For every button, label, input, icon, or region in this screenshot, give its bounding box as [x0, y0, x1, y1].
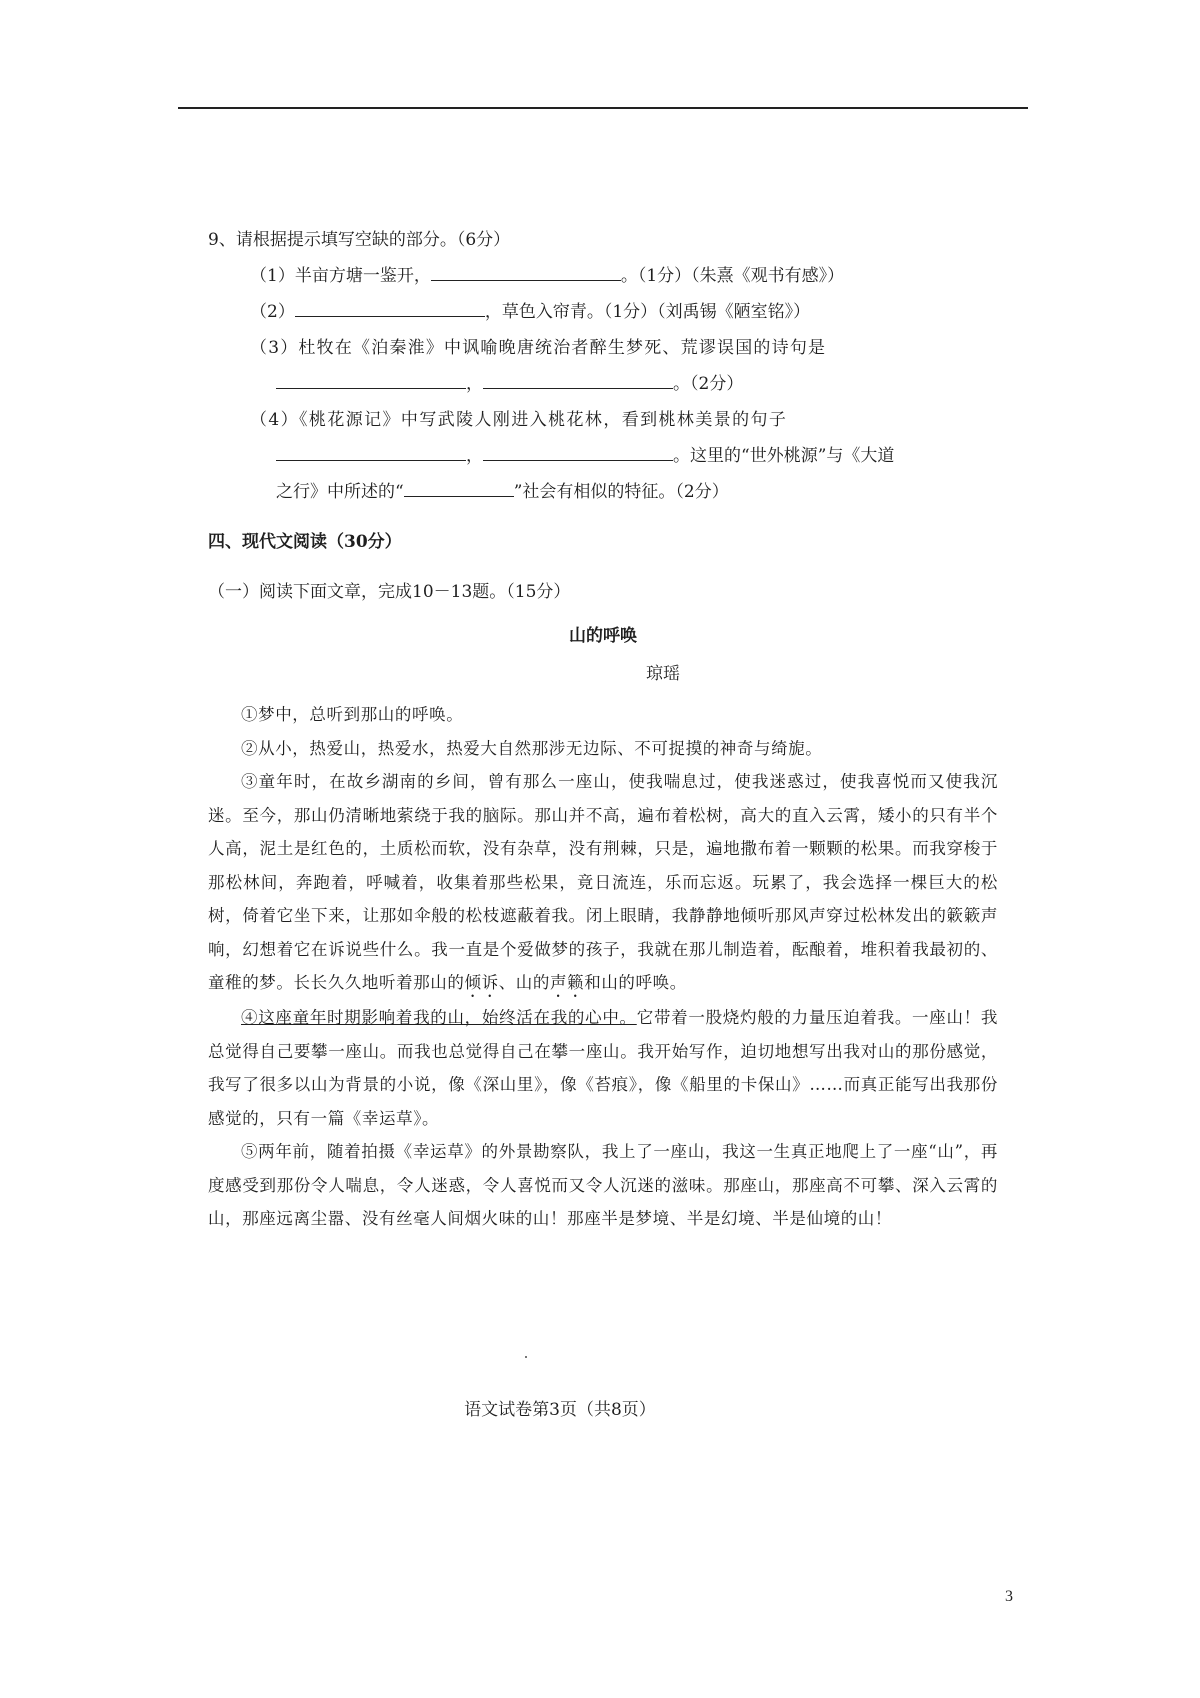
exam-content: [208, 222, 998, 1236]
header-rule: [178, 107, 1028, 109]
q9-item-1: （1）半亩方塘一鉴开， 。（1分）（朱熹《观书有感》）: [208, 258, 998, 294]
underlined-sentence: ④这座童年时期影响着我的山，始终活在我的心中。: [241, 1008, 637, 1027]
answer-blank: [431, 262, 621, 281]
essay-paragraph-4: ④这座童年时期影响着我的山，始终活在我的心中。它带着一股烧灼般的力量压迫着我。一座山！我总觉得自己要攀一座山。而我也总觉得自己在攀一座山。我开始写作，迫切地想写出我对山的那份感觉，我写了很多以山为背景的小说，像《深山里》，像《苔痕》，像《船里的卡保山》……而真正能写出我那份感觉的，只有一篇《幸运草》。: [208, 1008, 998, 1128]
page-footer: 语文试卷第3页（共8页）: [464, 1400, 656, 1420]
answer-blank: [276, 442, 466, 461]
answer-blank: [483, 442, 673, 461]
essay-title: 山的呼唤: [569, 626, 637, 646]
q9-stem: 9、请根据提示填写空缺的部分。（6分）: [208, 230, 511, 250]
q9-item-4-blanks: ， 。这里的“世外桃源”与《大道: [208, 438, 998, 474]
essay-paragraph-1: ①梦中，总听到那山的呼唤。: [241, 705, 464, 724]
answer-blank: [276, 370, 466, 389]
essay-paragraph-5: ⑤两年前，随着拍摄《幸运草》的外景勘察队，我上了一座山，我这一生真正地爬上了一座“山”，再度感受到那份令人喘息，令人迷惑，令人喜悦而又令人沉迷的滋味。那座山，那座高不可攀、深入云霄的山，那座远离尘嚣、没有丝毫人间烟火味的山！那座半是梦境、半是幻境、半是仙境的山！: [208, 1142, 998, 1228]
essay-paragraph-2: ②从小，热爱山，热爱水，热爱大自然那涉无边际、不可捉摸的神奇与绮旎。: [241, 738, 823, 758]
answer-blank: [483, 370, 673, 389]
essay-author: 琼瑶: [646, 664, 680, 684]
answer-blank: [295, 298, 485, 317]
part-heading: （一）阅读下面文章，完成10－13题。（15分）: [208, 582, 571, 602]
q9-item-4: （4）《桃花源记》中写武陵人刚进入桃花林，看到桃林美景的句子: [250, 410, 788, 430]
q9-item-3-blanks: ， 。（2分）: [208, 366, 998, 402]
essay-body: [208, 698, 998, 1236]
emphasized-word: 声籁: [550, 973, 585, 992]
section-heading: 四、现代文阅读（30分）: [208, 532, 402, 552]
q9-item-4-cont: 之行》中所述的“ ”社会有相似的特征。（2分）: [208, 474, 998, 510]
scan-speck: [525, 1356, 527, 1358]
q9-item-3: （3）杜牧在《泊秦淮》中讽喻晚唐统治者醉生梦死、荒谬误国的诗句是: [250, 338, 827, 358]
q9-item-2: （2） ，草色入帘青。（1分）（刘禹锡《陋室铭》）: [208, 294, 998, 330]
essay-paragraph-3: ③童年时，在故乡湖南的乡间，曾有那么一座山，使我喘息过，使我迷惑过，使我喜悦而又使我沉迷。至今，那山仍清晰地萦绕于我的脑际。那山并不高，遍布着松树，高大的直入云霄，矮小的只有半个人高，泥土是红色的，土质松而软，没有杂草，没有荆棘，只是，遍地撒布着一颗颗的松果。而我穿梭于那松林间，奔跑着，呼喊着，收集着那些松果，竟日流连，乐而忘返。玩累了，我会选择一棵巨大的松树，倚着它坐下来，让那如伞般的松枝遮蔽着我。闭上眼睛，我静静地倾听那风声穿过松林发出的簌簌声响，幻想着它在诉说些什么。我一直是个爱做梦的孩子，我就在那儿制造着，酝酿着，堆积着我最初的、童稚的梦。长长久久地听着那山的倾诉、山的声籁和山的呼唤。: [208, 772, 998, 992]
emphasized-word: 倾诉: [464, 973, 499, 992]
page-number: 3: [1005, 1588, 1013, 1605]
answer-blank: [404, 478, 514, 497]
